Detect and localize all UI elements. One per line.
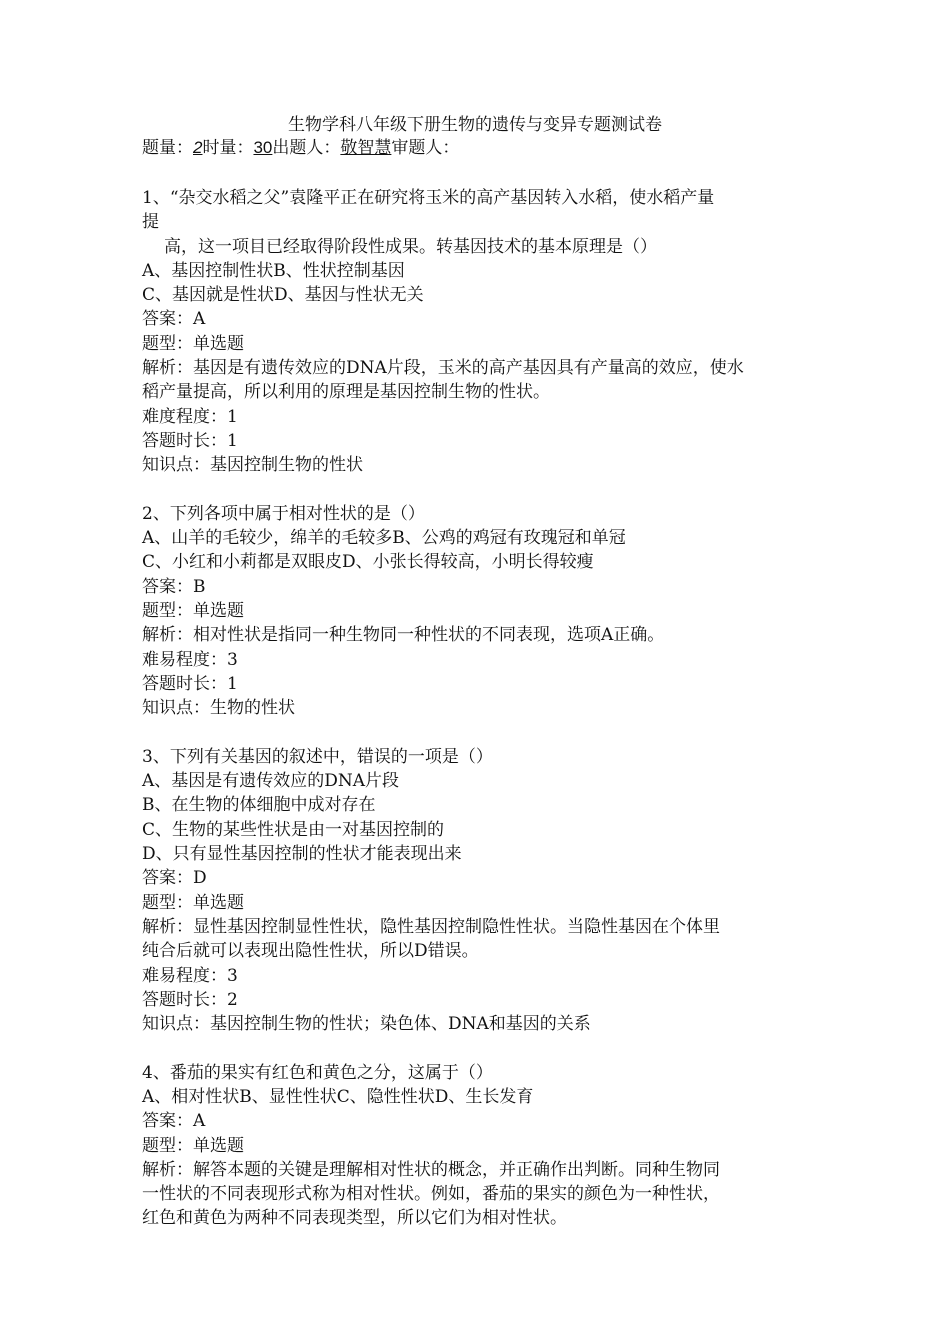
question-type-line: 题型：单选题 xyxy=(142,601,244,622)
question-option-line: B、在生物的体细胞中成对存在 xyxy=(142,795,376,816)
question-option-line: C、基因就是性状D、基因与性状无关 xyxy=(142,285,424,306)
question-stem-line: 3、下列有关基因的叙述中，错误的一项是（） xyxy=(142,746,493,767)
time-label: 时量： xyxy=(202,138,254,158)
question-option-line: D、只有显性基因控制的性状才能表现出来 xyxy=(142,844,462,865)
difficulty-line: 难易程度：3 xyxy=(142,649,238,670)
question-option-line: C、小红和小莉都是双眼皮D、小张长得较高，小明长得较瘦 xyxy=(142,552,594,573)
answer-line: 答案：A xyxy=(142,1111,206,1132)
question-stem-line: 1、“杂交水稻之父”袁隆平正在研究将玉米的高产基因转入水稻，使水稻产量 xyxy=(142,188,715,208)
time-value: 30 xyxy=(253,138,273,157)
page-title: 生物学科八年级下册生物的遗传与变异专题测试卷 xyxy=(288,115,662,135)
exam-meta-line xyxy=(142,137,459,159)
analysis-line: 红色和黄色为两种不同表现类型，所以它们为相对性状。 xyxy=(142,1208,567,1229)
question-stem-line: 高，这一项目已经取得阶段性成果。转基因技术的基本原理是（） xyxy=(164,236,657,257)
question-option-line: A、山羊的毛较少，绵羊的毛较多B、公鸡的鸡冠有玫瑰冠和单冠 xyxy=(142,528,626,549)
question-stem-line: 4、番茄的果实有红色和黄色之分，这属于（） xyxy=(142,1062,493,1083)
analysis-line: 解析：基因是有遗传效应的DNA片段，玉米的高产基因具有产量高的效应，使水 xyxy=(142,358,744,379)
analysis-line: 解析：解答本题的关键是理解相对性状的概念，并正确作出判断。同种生物同 xyxy=(142,1159,720,1180)
difficulty-line: 难易程度：3 xyxy=(142,965,238,986)
question-option-line: A、相对性状B、显性性状C、隐性性状D、生长发育 xyxy=(142,1086,534,1107)
analysis-line: 解析：相对性状是指同一种生物同一种性状的不同表现，选项A正确。 xyxy=(142,625,665,646)
analysis-line: 稻产量提高，所以利用的原理是基因控制生物的性状。 xyxy=(142,382,550,403)
duration-line: 答题时长：1 xyxy=(142,673,238,694)
analysis-line: 纯合后就可以表现出隐性性状，所以D错误。 xyxy=(142,941,479,962)
question-block xyxy=(142,1061,822,1231)
answer-line: 答案：D xyxy=(142,868,207,889)
knowledge-point-line: 知识点：基因控制生物的性状；染色体、DNA和基因的关系 xyxy=(142,1014,591,1035)
question-block xyxy=(142,502,822,721)
question-stem-line: 2、下列各项中属于相对性状的是（） xyxy=(142,503,425,524)
answer-line: 答案：A xyxy=(142,309,206,330)
author-label: 出题人： xyxy=(272,138,341,158)
question-count-value: 2 xyxy=(193,138,203,157)
author-value: 敬智慧 xyxy=(340,138,392,158)
question-block xyxy=(142,745,822,1037)
analysis-line: 一性状的不同表现形式称为相对性状。例如，番茄的果实的颜色为一种性状， xyxy=(142,1184,720,1205)
question-list xyxy=(142,186,822,1255)
knowledge-point-line: 知识点：生物的性状 xyxy=(142,698,295,719)
analysis-line: 解析：显性基因控制显性性状，隐性基因控制隐性性状。当隐性基因在个体里 xyxy=(142,916,720,937)
question-option-line: A、基因控制性状B、性状控制基因 xyxy=(142,260,405,281)
question-stem-line: 提 xyxy=(142,212,159,233)
duration-line: 答题时长：2 xyxy=(142,989,238,1010)
question-option-line: C、生物的某些性状是由一对基因控制的 xyxy=(142,819,445,840)
difficulty-line: 难度程度：1 xyxy=(142,406,238,427)
reviewer-label: 审题人： xyxy=(391,138,460,158)
question-type-line: 题型：单选题 xyxy=(142,892,244,913)
question-type-line: 题型：单选题 xyxy=(142,1135,244,1156)
question-type-line: 题型：单选题 xyxy=(142,333,244,354)
question-block xyxy=(142,186,822,478)
knowledge-point-line: 知识点：基因控制生物的性状 xyxy=(142,455,363,476)
question-count-label: 题量： xyxy=(142,138,193,158)
question-option-line: A、基因是有遗传效应的DNA片段 xyxy=(142,771,400,792)
duration-line: 答题时长：1 xyxy=(142,430,238,451)
answer-line: 答案：B xyxy=(142,576,206,597)
